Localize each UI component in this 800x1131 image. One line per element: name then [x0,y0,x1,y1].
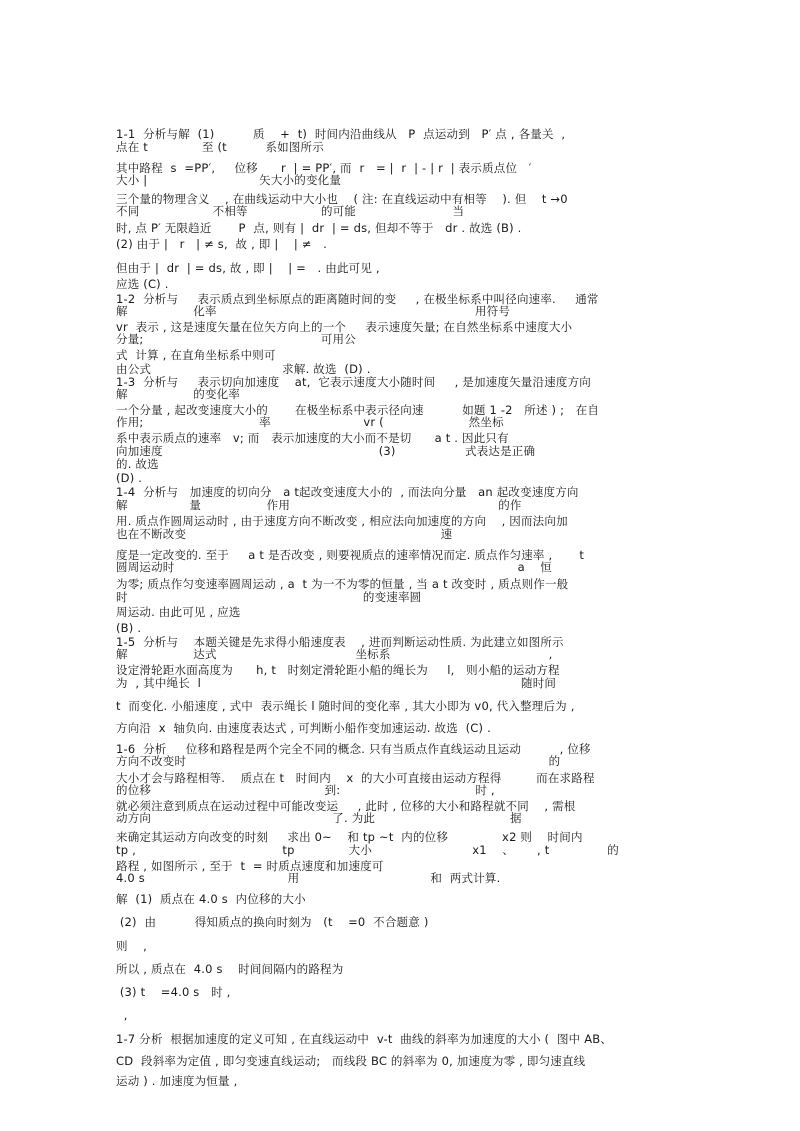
text-line: 1-4 分析与 加速度的切向分 a t起改变速度大小的 , 而法向分量 an 起改变速度方向 [116,485,579,499]
text-line: 度是一定改变的. 至于 a t 是否改变 , 则要视质点的速率情况而定. 质点作匀速率 , t [116,548,585,562]
text-line: 时 的变速率圆 [116,590,422,604]
text-line: 解 (1) 质点在 4.0 s 内位移的大小 [116,892,306,906]
text-line: 1-7 分析 根据加速度的定义可知 , 在直线运动中 v-t 曲线的斜率为加速度的大小 ( 图中 AB、 [116,1032,613,1046]
text-line: 三个量的物理含义 , 在曲线运动中大小也 ( 注: 在直线运动中有相等 ). 但 t →0 [116,192,568,206]
text-line: 也在不断改变 速 [116,527,453,541]
text-line: 由公式 求解. 故选 (D) . [116,362,371,376]
text-line: (B) . [116,621,142,635]
text-line: 来确定其运动方向改变的时刻 求出 0~ 和 tp ~t 内的位移 x2 则 时间内 [116,830,583,844]
text-line: 1-1 分析与解 (1) 质 + t) 时间内沿曲线从 P 点运动到 P′ 点 , 各量关 , [116,127,566,141]
text-line: (3) t =4.0 s 时 , [116,985,231,999]
text-line: 运动 ) . 加速度为恒量 , [116,1074,238,1088]
text-line: 作用; 率 vr ( 然坐标 [116,415,504,429]
text-line: 大小 | 矢大小的变化量 [116,173,342,187]
text-line: 1-6 分析 位移和路程是两个完全不同的概念. 只有当质点作直线运动且运动 , 位移 [116,742,591,756]
text-line: 用. 质点作圆周运动时 , 由于速度方向不断改变 , 相应法向加速度的方向 , 因而法向加 [116,514,568,528]
text-line: 向加速度 (3) 式表达是正确 [116,444,536,458]
text-line: 应选 (C) . [116,277,169,291]
text-line: 1-2 分析与 表示质点到坐标原点的距离随时间的变 , 在极坐标系中叫径向速率. 通常 [116,292,599,306]
text-line: 圆周运动时 a 恒 [116,560,553,574]
text-line: 设定滑轮距水面高度为 h, t 时刻定滑轮距小船的绳长为 l, 则小船的运动方程 [116,663,560,677]
text-line: 方向沿 x 轴负向. 由速度表达式 , 可判断小船作变加速运动. 故选 (C) . [116,721,491,735]
text-line: vr 表示 , 这是速度矢量在位矢方向上的一个 表示速度矢量; 在自然坐标系中速度大小 [116,320,573,334]
text-line: 路程 , 如图所示 , 至于 t = 时质点速度和加速度可 [116,859,384,873]
text-line: (2) 由 得知质点的换向时刻为 (t =0 不合题意 ) [116,915,429,929]
text-line: t 而变化. 小船速度 , 式中 表示绳长 l 随时间的变化率 , 其大小即为 v0, 代入整理后为 , [116,699,575,713]
text-line: 解 化率 用符号 [116,304,511,318]
text-line: 为零; 质点作匀变速率圆周运动 , a t 为一不为零的恒量 , 当 a t 改变时 , 质点则作一般 [116,577,569,591]
text-line: (2) 由于 | r | ≠ s, 故 , 即 | | ≠ . [116,237,328,251]
text-line: 式 计算 , 在直角坐标系中则可 [116,348,276,362]
text-line: (D) . [116,471,143,485]
text-line: 1-5 分析与 本题关键是先求得小船速度表 , 进而判断运动性质. 为此建立如图所示 [116,635,564,649]
text-line: 但由于 | dr | = ds, 故 , 即 | | = . 由此可见 , [116,261,380,275]
text-line: 所以 , 质点在 4.0 s 时间间隔内的路程为 [116,962,344,976]
text-line: 的. 故选 [116,457,159,471]
text-line: 解 达式 坐标系 , [116,647,553,661]
text-line: 动方向 了. 为此 据 [116,811,522,825]
text-line: 分量; 可用公 [116,332,356,346]
text-line: CD 段斜率为定值 , 即匀变速直线运动; 而线段 BC 的斜率为 0, 加速度为零 , 即匀速直线 [116,1054,586,1068]
text-line: 为 , 其中绳长 l 随时间 [116,676,557,690]
text-line: 不同 不相等 的可能 当 [116,204,465,218]
text-line: 1-3 分析与 表示切向加速度 at, 它表示速度大小随时间 , 是加速度矢量沿速度方向 [116,375,592,389]
text-line: 4.0 s 用 和 两式计算. [116,871,501,885]
text-line: 其中路程 s =PP′, 位移 r | = PP′, 而 r = | r | - | r | 表示质点位 ′ [116,161,532,175]
text-line: tp , tp 大小 x1 、 , t 的 [116,843,619,857]
text-line: 一个分量 , 起改变速度大小的 在极坐标系中表示径向速 如题 1 -2 所述 ) ; 在自 [116,403,600,417]
text-line: 大小才会与路程相等. 质点在 t 时间内 x 的大小可直接由运动方程得 而在求路程 [116,771,595,785]
text-line: 解 的变化率 [116,387,241,401]
text-line: 系中表示质点的速率 v; 而 表示加速度的大小而不是切 a t . 因此只有 [116,431,509,445]
text-line: 点在 t 至 (t 系如图所示 [116,140,324,154]
text-line: 的位移 到: 时 , [116,783,495,797]
text-line: , [116,1008,128,1022]
text-line: 方向不改变时 的 [116,754,561,768]
text-line: 时, 点 P′ 无限趋近 P 点, 则有 | dr | = ds, 但却不等于 dr . 故选 (B) . [116,221,522,235]
text-line: 解 量 作用 的作 [116,498,522,512]
text-line: 周运动. 由此可见 , 应选 [116,605,241,619]
text-line: 则 , [116,939,147,953]
text-line: 就必须注意到质点在运动过程中可能改变运 , 此时 , 位移的大小和路程就不同 , 需根 [116,799,576,813]
